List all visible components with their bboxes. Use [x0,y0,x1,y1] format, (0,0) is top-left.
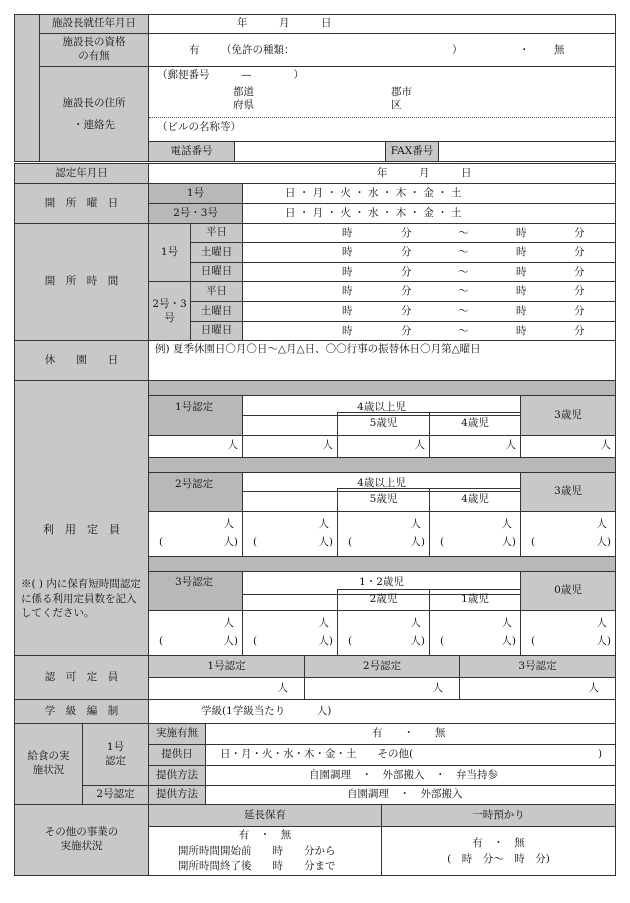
director-appointed-date[interactable]: 年 月 日 [148,14,616,34]
capacity-type2-age4: 4歳児 [429,488,521,512]
hours-tilde: 〜 [458,266,469,278]
temporary-yesno[interactable]: 有 ・ 無 [472,837,525,849]
hours-minute-start: 分 [401,266,412,278]
hours-day-label: 日曜日 [190,262,243,282]
capacity-type1-age3: 3歳児 [520,395,616,436]
extended-care-label: 延長保育 [148,804,382,827]
director-section-margin [14,14,40,162]
meals-method1-value[interactable]: 自園調理 ・ 外部搬入 ・ 弁当持参 [205,765,616,786]
capacity-person-unit: 人 [227,439,238,451]
meals-provide-day-label: 提供日 [148,744,206,766]
hours-day-label: 平日 [190,223,243,243]
capacity-short-open-paren: ( [159,635,164,647]
capacity-short-open-paren: ( [253,536,258,548]
capacity-type3-age1: 1歳児 [429,589,521,611]
hours-day-label: 土曜日 [190,301,243,322]
hours-hour-end: 時 [516,285,527,297]
meals-method2-value[interactable]: 自園調理 ・ 外部搬入 [205,785,616,805]
temporary-time[interactable]: ( 時 分〜 時 分) [447,853,550,865]
capacity-person-unit: 人 [414,439,425,451]
director-address-label: 施設長の住所 ・連絡先 [39,66,149,162]
temporary-care-label: 一時預かり [381,804,616,827]
hours-tilde: 〜 [458,246,469,258]
building-name[interactable]: （ビルの名称等） [157,121,241,133]
capacity-short-close-paren: 人) [223,635,238,647]
postal-code[interactable]: （郵便番号 — ） [157,69,304,81]
approved-capacity-value[interactable] [304,677,460,700]
qualification-yes[interactable]: 有 [189,44,200,56]
director-appointed-label: 施設長就任年月日 [39,14,149,34]
extended-before[interactable]: 開所時間開始前 時 分から [178,845,336,857]
hours-hour-end: 時 [516,305,527,317]
hours-minute-start: 分 [401,305,412,317]
capacity-value-cell[interactable] [520,610,616,656]
capacity-person-unit: 人 [505,439,516,451]
capacity-value-cell[interactable] [429,610,521,656]
capacity-value-cell[interactable] [520,511,616,557]
hours-hour-end: 時 [516,246,527,258]
capacity-person-unit: 人 [322,439,333,451]
approved-capacity-value[interactable] [148,677,305,700]
capacity-person-unit: 人 [410,518,421,530]
hours-tilde: 〜 [458,325,469,337]
director-address-block[interactable] [148,66,616,142]
hours-row-input[interactable] [242,262,616,282]
capacity-person-unit: 人 [410,617,421,629]
capacity-short-open-paren: ( [253,635,258,647]
capacity-type3-label: 3号認定 [175,576,214,588]
capacity-person-unit: 人 [318,617,329,629]
capacity-short-open-paren: ( [440,536,445,548]
tel-label: 電話番号 [148,141,235,162]
meals-implemented-value[interactable]: 有 ・ 無 [205,723,616,745]
hours-hour-start: 時 [342,227,353,239]
capacity-value-cell[interactable] [337,435,430,458]
capacity-type1-over4: 4歳以上児 [242,395,521,416]
meals-method1-label: 提供方法 [148,765,206,786]
certification-date-label: 認定年月日 [14,163,149,184]
capacity-short-close-paren: 人) [596,536,611,548]
meals-method2-label: 提供方法 [148,785,206,805]
hours-hour-end: 時 [516,227,527,239]
capacity-person-unit: 人 [596,518,607,530]
fax-input[interactable] [438,141,616,162]
capacity-short-open-paren: ( [348,635,353,647]
capacity-value-cell[interactable] [429,435,521,458]
hours-tilde: 〜 [458,285,469,297]
capacity-type3-age0: 0歳児 [520,571,616,611]
capacity-label-cell [14,380,149,656]
qualification-license-type: （免許の種類： [221,44,295,56]
capacity-short-close-paren: 人) [410,536,425,548]
prefecture-label: 都道 府県 [233,86,254,112]
meals-provide-days[interactable]: 日・月・火・水・木・金・土 その他( [220,748,414,760]
opening-days-type1-days[interactable]: 日 ・ 月 ・ 火 ・ 水 ・ 木 ・ 金 ・ 土 [242,183,616,204]
opening-days-type1: 1号 [148,183,243,204]
capacity-person-unit: 人 [501,617,512,629]
approved-capacity-unit: 人 [432,682,443,694]
other-services-label: その他の事業の 実施状況 [14,804,149,876]
capacity-person-unit: 人 [501,518,512,530]
hours-minute-start: 分 [401,285,412,297]
capacity-short-open-paren: ( [159,536,164,548]
capacity-type3-age2: 2歳児 [337,589,430,611]
fax-label: FAX番号 [385,141,439,162]
capacity-type1-age4: 4歳児 [429,412,521,436]
capacity-short-open-paren: ( [531,635,536,647]
capacity-short-close-paren: 人) [501,635,516,647]
qualification-dot: ・ [519,44,530,56]
hours-tilde: 〜 [458,305,469,317]
capacity-short-close-paren: 人) [318,635,333,647]
director-qualification-label: 施設長の資格 の有無 [39,33,149,67]
meals-provide-day-cell[interactable] [205,744,616,766]
capacity-person-unit: 人 [600,439,611,451]
capacity-short-close-paren: 人) [223,536,238,548]
capacity-short-close-paren: 人) [596,635,611,647]
hours-minute-start: 分 [401,325,412,337]
opening-hours-label: 開 所 時 間 [14,223,149,341]
meals-implemented-label: 実施有無 [148,723,206,745]
classes-label: 学 級 編 制 [14,699,149,724]
capacity-short-open-paren: ( [348,536,353,548]
opening-days-label: 開 所 曜 日 [14,183,149,224]
capacity-band-2 [148,457,616,473]
capacity-value-cell[interactable] [242,435,338,458]
capacity-person-unit: 人 [223,518,234,530]
capacity-value-cell[interactable] [337,511,430,557]
tel-input[interactable] [234,141,386,162]
capacity-band-1 [148,380,616,396]
approved-capacity-label: 認 可 定 員 [14,655,149,700]
hours-day-label: 日曜日 [190,321,243,341]
capacity-type2-over4: 4歳以上児 [242,472,521,492]
approved-capacity-unit: 人 [588,682,599,694]
hours-minute-end: 分 [574,285,585,297]
certification-date-value[interactable]: 年 月 日 [148,163,616,184]
hours-hour-end: 時 [516,266,527,278]
hours-hour-start: 時 [342,266,353,278]
hours-minute-end: 分 [574,246,585,258]
qualification-no[interactable]: 無 [554,44,565,56]
capacity-person-unit: 人 [318,518,329,530]
extended-yesno[interactable]: 有 ・ 無 [238,829,292,841]
city-label: 郡市 区 [391,86,412,112]
hours-minute-start: 分 [401,227,412,239]
approved-capacity-header: 3号認定 [459,655,616,678]
capacity-value-cell[interactable] [520,435,616,458]
capacity-short-close-paren: 人) [318,536,333,548]
capacity-band-3 [148,556,616,572]
hours-hour-start: 時 [342,325,353,337]
hours-hour-start: 時 [342,305,353,317]
capacity-value-cell[interactable] [242,610,338,656]
hours-minute-end: 分 [574,266,585,278]
opening-hours-type1: 1号 [148,223,191,282]
hours-day-label: 平日 [190,281,243,302]
opening-days-type23-days[interactable]: 日 ・ 月 ・ 火 ・ 水 ・ 木 ・ 金 ・ 土 [242,203,616,224]
hours-tilde: 〜 [458,227,469,239]
extended-after[interactable]: 開所時間終了後 時 分まで [178,860,336,872]
hours-minute-end: 分 [574,325,585,337]
capacity-type1-label: 1号認定 [175,401,214,413]
capacity-type1-age5: 5歳児 [337,412,430,436]
hours-hour-start: 時 [342,285,353,297]
capacity-type2-age3: 3歳児 [520,472,616,512]
capacity-label: 利 用 定 員 [43,523,120,536]
meals-type2: 2号認定 [82,785,149,805]
capacity-short-open-paren: ( [531,536,536,548]
extended-care-cell[interactable] [148,826,382,876]
approved-capacity-unit: 人 [277,682,288,694]
capacity-short-close-paren: 人) [410,635,425,647]
hours-hour-end: 時 [516,325,527,337]
approved-capacity-header: 2号認定 [304,655,460,678]
hours-row-input[interactable] [242,281,616,302]
capacity-person-unit: 人 [596,617,607,629]
director-qualification-value[interactable] [148,33,616,67]
hours-day-label: 土曜日 [190,242,243,263]
hours-hour-start: 時 [342,246,353,258]
holidays-example[interactable]: 例) 夏季休園日〇月〇日〜△月△日、〇〇行事の振替休日〇月第△曜日 [148,340,616,381]
hours-row-input[interactable] [242,321,616,341]
hours-minute-end: 分 [574,227,585,239]
temporary-care-cell[interactable] [381,826,616,876]
classes-value[interactable]: 学級(1学級当たり 人) [148,699,616,724]
capacity-short-open-paren: ( [440,635,445,647]
capacity-person-unit: 人 [223,617,234,629]
capacity-value-cell[interactable] [148,610,243,656]
capacity-value-cell[interactable] [148,511,243,557]
opening-hours-type23: 2号・3 号 [148,281,191,341]
capacity-value-cell[interactable] [337,610,430,656]
holidays-label: 休 園 日 [14,340,149,381]
approved-capacity-value[interactable] [459,677,616,700]
meals-type1: 1号 認定 [82,723,149,786]
hours-minute-start: 分 [401,246,412,258]
meals-provide-close: ) [598,748,603,760]
capacity-value-cell[interactable] [148,435,243,458]
hours-row-input[interactable] [242,301,616,322]
capacity-value-cell[interactable] [242,511,338,557]
capacity-type2-age5: 5歳児 [337,488,430,512]
hours-row-input[interactable] [242,223,616,243]
meals-label: 給食の実 施状況 [14,723,83,805]
hours-row-input[interactable] [242,242,616,263]
opening-days-type23: 2号・3号 [148,203,243,224]
capacity-note: ※( ) 内に保育短時間認定に係る利用定員数を記入してください。 [21,578,141,620]
approved-capacity-header: 1号認定 [148,655,305,678]
capacity-value-cell[interactable] [429,511,521,557]
qualification-close-paren: ） [452,44,463,56]
capacity-short-close-paren: 人) [501,536,516,548]
hours-minute-end: 分 [574,305,585,317]
capacity-type3-age12: 1・2歳児 [242,571,521,595]
capacity-type2-label: 2号認定 [175,478,214,490]
